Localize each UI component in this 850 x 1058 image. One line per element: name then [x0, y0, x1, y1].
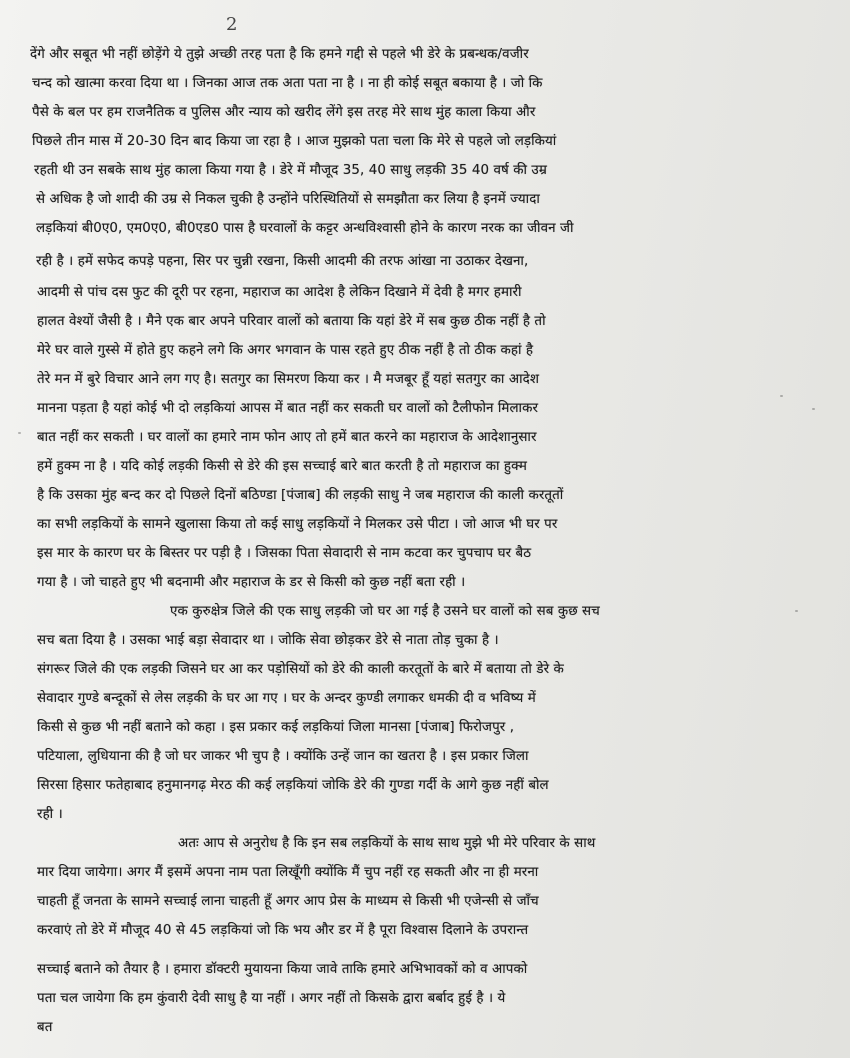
- text-line: पैसे के बल पर हम राजनैतिक व पुलिस और न्याय को खरीद लेंगे इस तरह मेरे साथ मुंह काला किया और: [32, 105, 536, 120]
- text-line: रही ।: [37, 807, 63, 822]
- text-line: सिरसा हिसार फतेहाबाद हनुमानगढ़ मेरठ की कई लड़कियां जोकि डेरे की गुण्डा गर्दी के आगे कुछ नहीं बोल: [37, 778, 549, 793]
- paper-speck: [18, 432, 21, 434]
- text-line: से अधिक है जो शादी की उम्र से निकल चुकी है उन्होंने परिस्थितियों से समझौता कर लिया है इनमें ज्यादा: [36, 192, 540, 207]
- page-number: 2: [226, 14, 238, 35]
- text-line: का सभी लड़कियों के सामने खुलासा किया तो कई साधु लड़कियों ने मिलकर उसे पीटा । जो आज भी घर पर: [37, 517, 558, 532]
- text-line: मार दिया जायेगा। अगर मैं इसमें अपना नाम पता लिखूँगी क्योंकि मैं चुप नहीं रह सकती और ना ही मरना: [37, 865, 539, 880]
- text-line: करवाएं तो डेरे में मौजूद 40 से 45 लड़कियां जो कि भय और डर में है पूरा विश्वास दिलाने के उपरान्त: [37, 923, 529, 938]
- text-line: अतः आप से अनुरोध है कि इन सब लड़कियों के साथ साथ मुझे भी मेरे परिवार के साथ: [178, 836, 596, 851]
- text-line: पटियाला, लुधियाना की है जो घर जाकर भी चुप है । क्योंकि उन्हें जान का खतरा है । इस प्रकार जिला: [37, 749, 529, 764]
- text-line: मेरे घर वाले गुस्से में होते हुए कहने लगे कि अगर भगवान के पास रहते हुए ठीक नहीं है तो ठीक कहां है: [37, 343, 534, 358]
- text-line: देंगे और सबूत भी नहीं छोड़ेंगे ये तुझे अच्छी तरह पता है कि हमने गद्दी से पहले भी डेरे के प्रबन्धक/वजीर: [30, 47, 529, 62]
- text-line: संगरूर जिले की एक लड़की जिसने घर आ कर पड़ोसियों को डेरे की काली करतूतों के बारे में बताया तो डेरे के: [37, 662, 564, 677]
- text-line: एक कुरुक्षेत्र जिले की एक साधु लड़की जो घर आ गई है उसने घर वालों को सब कुछ सच: [170, 604, 600, 619]
- text-line: आदमी से पांच दस फुट की दूरी पर रहना, महाराज का आदेश है लेकिन दिखाने में देवी है मगर हमारी: [37, 285, 522, 300]
- text-line: पिछले तीन मास में 20-30 दिन बाद किया जा रहा है । आज मुझको पता चला कि मेरे से पहले जो लड़कियां: [32, 134, 557, 149]
- text-line: लड़कियां बी0ए0, एम0ए0, बी0एड0 पास है घरवालों के कट्टर अन्धविश्वासी होने के कारण नरक का जीवन जी: [36, 221, 574, 236]
- paper-speck: [812, 408, 815, 410]
- text-line: रहती थी उन सबके साथ मुंह काला किया गया है । डेरे में मौजूद 35, 40 साधु लड़की 35 40 वर्ष की उम्र: [34, 163, 547, 178]
- text-line: किसी से कुछ भी नहीं बताने को कहा । इस प्रकार कई लड़कियां जिला मानसा [पंजाब] फिरोजपुर ,: [37, 720, 515, 735]
- text-line: चाहती हूँ जनता के सामने सच्चाई लाना चाहती हूँ अगर आप प्रेस के माध्यम से किसी भी एजेन्सी से जाँच: [37, 894, 539, 909]
- text-line: बात नहीं कर सकती । घर वालों का हमारे नाम फोन आए तो हमें बात करने का महाराज के आदेशानुसार: [37, 430, 537, 445]
- text-line: गया है । जो चाहते हुए भी बदनामी और महाराज के डर से किसी को कुछ नहीं बता रही ।: [37, 575, 466, 590]
- text-line: तेरे मन में बुरे विचार आने लग गए है। सतगुर का सिमरण किया कर । मै मजबूर हूँ यहां सतगुर का आदेश: [37, 372, 540, 387]
- paper-speck: [795, 610, 798, 612]
- paper-speck: [780, 395, 783, 397]
- text-line: रही है । हमें सफेद कपड़े पहना, सिर पर चुन्नी रखना, किसी आदमी की तरफ आंखा ना उठाकर देखना,: [36, 254, 529, 269]
- text-line: सच्चाई बताने को तैयार है । हमारा डॉक्टरी मुयायना किया जावे ताकि हमारे अभिभावकों को व आपको: [37, 962, 528, 977]
- text-line: पता चल जायेगा कि हम कुंवारी देवी साधु है या नहीं । अगर नहीं तो किसके द्वारा बर्बाद हुई है । ये: [37, 991, 506, 1006]
- text-line: हालत वेश्यों जैसी है । मैने एक बार अपने परिवार वालों को बताया कि यहां डेरे में सब कुछ ठीक नहीं है तो: [37, 314, 546, 329]
- text-line: इस मार के कारण घर के बिस्तर पर पड़ी है । जिसका पिता सेवादारी से नाम कटवा कर चुपचाप घर बैठ: [37, 546, 532, 561]
- text-line: चन्द को खात्मा करवा दिया था । जिनका आज तक अता पता ना है । ना ही कोई सबूत बकाया है । जो कि: [32, 76, 543, 91]
- text-line: हमें हुक्म ना है । यदि कोई लड़की किसी से डेरे की इस सच्चाई बारे बात करती है तो महाराज का हुक्म: [37, 459, 528, 474]
- text-line: सच बता दिया है । उसका भाई बड़ा सेवादार था । जोकि सेवा छोड़कर डेरे से नाता तोड़ चुका है ।: [37, 633, 499, 648]
- text-line: है कि उसका मुंह बन्द कर दो पिछले दिनों बठिण्डा [पंजाब] की लड़की साधु ने जब महाराज की काली करतूतों: [37, 488, 564, 503]
- text-line: सेवादार गुण्डे बन्दूकों से लेस लड़की के घर आ गए । घर के अन्दर कुण्डी लगाकर धमकी दी व भविष्य में: [37, 691, 536, 706]
- text-line: मानना पड़ता है यहां कोई भी दो लड़कियां आपस में बात नहीं कर सकती घर वालों को टैलीफोन मिलाकर: [37, 401, 539, 416]
- text-line: बत: [37, 1020, 53, 1035]
